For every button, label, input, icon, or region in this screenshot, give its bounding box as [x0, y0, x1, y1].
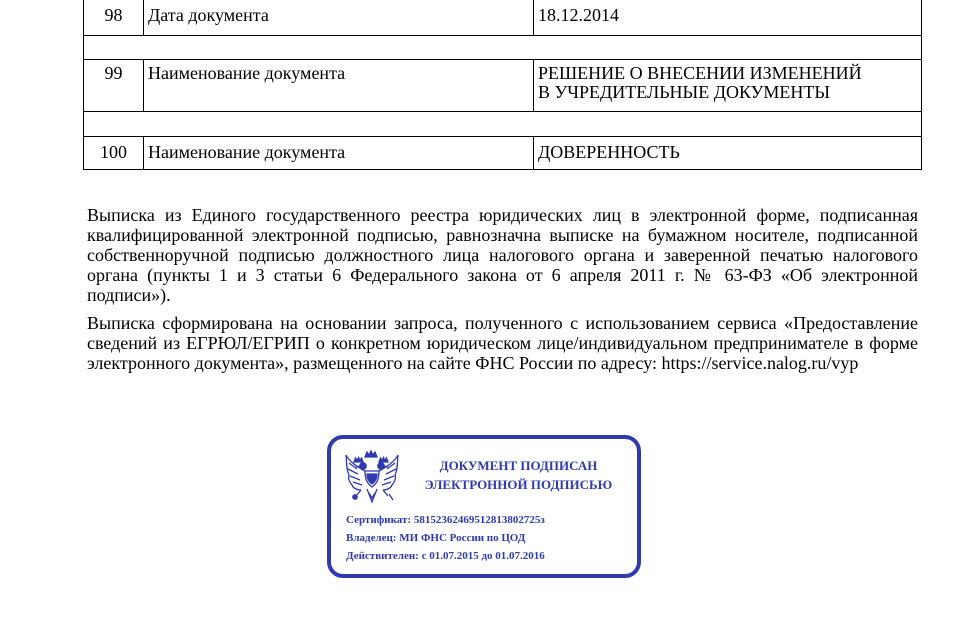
row-number: 100 — [84, 137, 144, 170]
row-value — [534, 137, 922, 170]
table-spacer-cell — [84, 112, 922, 137]
row-number: 99 — [84, 60, 144, 112]
table-spacer-cell — [84, 36, 922, 60]
stamp-details — [346, 511, 545, 565]
electronic-signature-stamp — [327, 435, 641, 578]
coat-of-arms-icon — [343, 447, 401, 507]
table-spacer-row — [84, 112, 922, 137]
row-value — [534, 0, 922, 36]
legal-statement-paragraph: Выписка из Единого государственного реестра юридических лиц в электронной форме, подписанная квалифицированной электронной подписью, равнозначна выписке на бумажном носителе, подписанной собственноручной подписью должностного лица налогового органа и заверенной печатью налогового органа (пункты 1 и 3 статьи 6 Федерального закона от 6 апреля 2011 г. № 63-ФЗ «Об электронной подписи»). — [87, 205, 918, 305]
table-row — [84, 137, 922, 170]
stamp-title — [411, 456, 626, 494]
source-statement-paragraph: Выписка сформирована на основании запроса, полученного с использованием сервиса «Предоставление сведений из ЕГРЮЛ/ЕГРИП о конкретном юридическом лице/индивидуальном предпринимателе в форме электронного документа», размещенного на сайте ФНС России по адресу: https://service.nalog.ru/vyp — [87, 313, 918, 373]
records-table — [83, 0, 922, 170]
row-value — [534, 60, 922, 112]
stamp-title-line: ЭЛЕКТРОННОЙ ПОДПИСЬЮ — [424, 477, 613, 492]
row-value-line: ДОВЕРЕННОСТЬ — [538, 142, 680, 162]
row-value-line: 18.12.2014 — [538, 5, 619, 25]
row-label: Дата документа — [144, 0, 534, 36]
row-number: 98 — [84, 0, 144, 36]
table-row — [84, 0, 922, 36]
stamp-owner: Владелец: МИ ФНС России по ЦОД — [346, 532, 526, 544]
table-row — [84, 60, 922, 112]
stamp-validity: Действителен: с 01.07.2015 до 01.07.2016 — [346, 550, 545, 562]
row-label: Наименование документа — [144, 137, 534, 170]
stamp-title-line: ДОКУМЕНТ ПОДПИСАН — [439, 458, 598, 473]
stamp-certificate: Сертификат: 58152362469512813802725з — [346, 514, 545, 526]
row-label: Наименование документа — [144, 60, 534, 112]
statement-text — [87, 205, 918, 381]
table-spacer-row — [84, 36, 922, 60]
row-value-line: В УЧРЕДИТЕЛЬНЫЕ ДОКУМЕНТЫ — [538, 82, 831, 102]
row-value-line: РЕШЕНИЕ О ВНЕСЕНИИ ИЗМЕНЕНИЙ — [538, 63, 862, 83]
